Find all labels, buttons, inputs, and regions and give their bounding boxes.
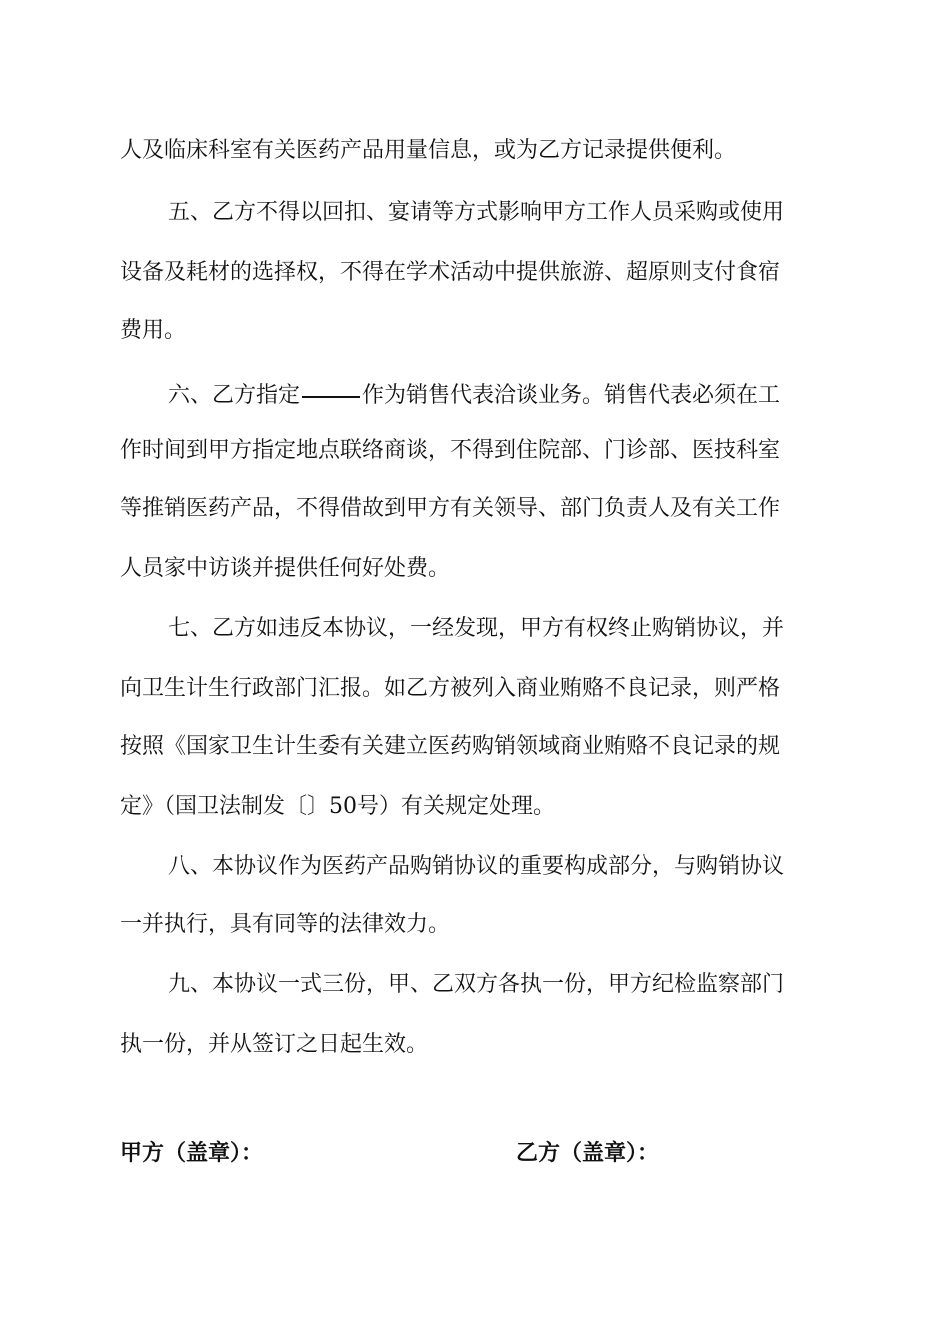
- paragraph-line: 执一份，并从签订之日起生效。: [120, 1032, 429, 1057]
- paragraph-line: 五、乙方不得以回扣、宴请等方式影响甲方工作人员采购或使用: [168, 200, 785, 225]
- paragraph-line: 设备及耗材的选择权，不得在学术活动中提供旅游、超原则支付食宿: [120, 260, 781, 285]
- paragraph-line: 九、本协议一式三份，甲、乙双方各执一份，甲方纪检监察部门: [168, 972, 785, 997]
- paragraph-line-with-blank: [168, 376, 950, 411]
- paragraph-line: 人员家中访谈并提供任何好处费。: [120, 556, 451, 581]
- paragraph-line: 定》（国卫法制发〔〕50号）有关规定处理。: [120, 794, 555, 819]
- paragraph-line: 等推销医药产品，不得借故到甲方有关领导、部门负责人及有关工作: [120, 496, 781, 521]
- paragraph-line: 按照《国家卫生计生委有关建立医药购销领域商业贿赂不良记录的规: [120, 734, 781, 759]
- paragraph-line: 七、乙方如违反本协议，一经发现，甲方有权终止购销协议，并: [168, 616, 785, 641]
- paragraph-line: 费用。: [120, 318, 187, 343]
- paragraph-line: 一并执行，具有同等的法律效力。: [120, 912, 451, 937]
- party-b-seal-label: 乙方（盖章）：: [516, 1140, 660, 1166]
- paragraph-line: 八、本协议作为医药产品购销协议的重要构成部分，与购销协议: [168, 854, 785, 879]
- paragraph-line: 人及临床科室有关医药产品用量信息，或为乙方记录提供便利。: [120, 138, 737, 163]
- blank-fill-line: [302, 372, 360, 398]
- paragraph-line: 作时间到甲方指定地点联络商谈，不得到住院部、门诊部、医技科室: [120, 438, 781, 463]
- paragraph-text: 六、乙方指定: [168, 383, 301, 408]
- paragraph-text: 作为销售代表洽谈业务。销售代表必须在工: [362, 383, 781, 408]
- paragraph-line: 向卫生计生行政部门汇报。如乙方被列入商业贿赂不良记录，则严格: [120, 676, 781, 701]
- party-a-seal-label: 甲方（盖章）：: [120, 1140, 264, 1166]
